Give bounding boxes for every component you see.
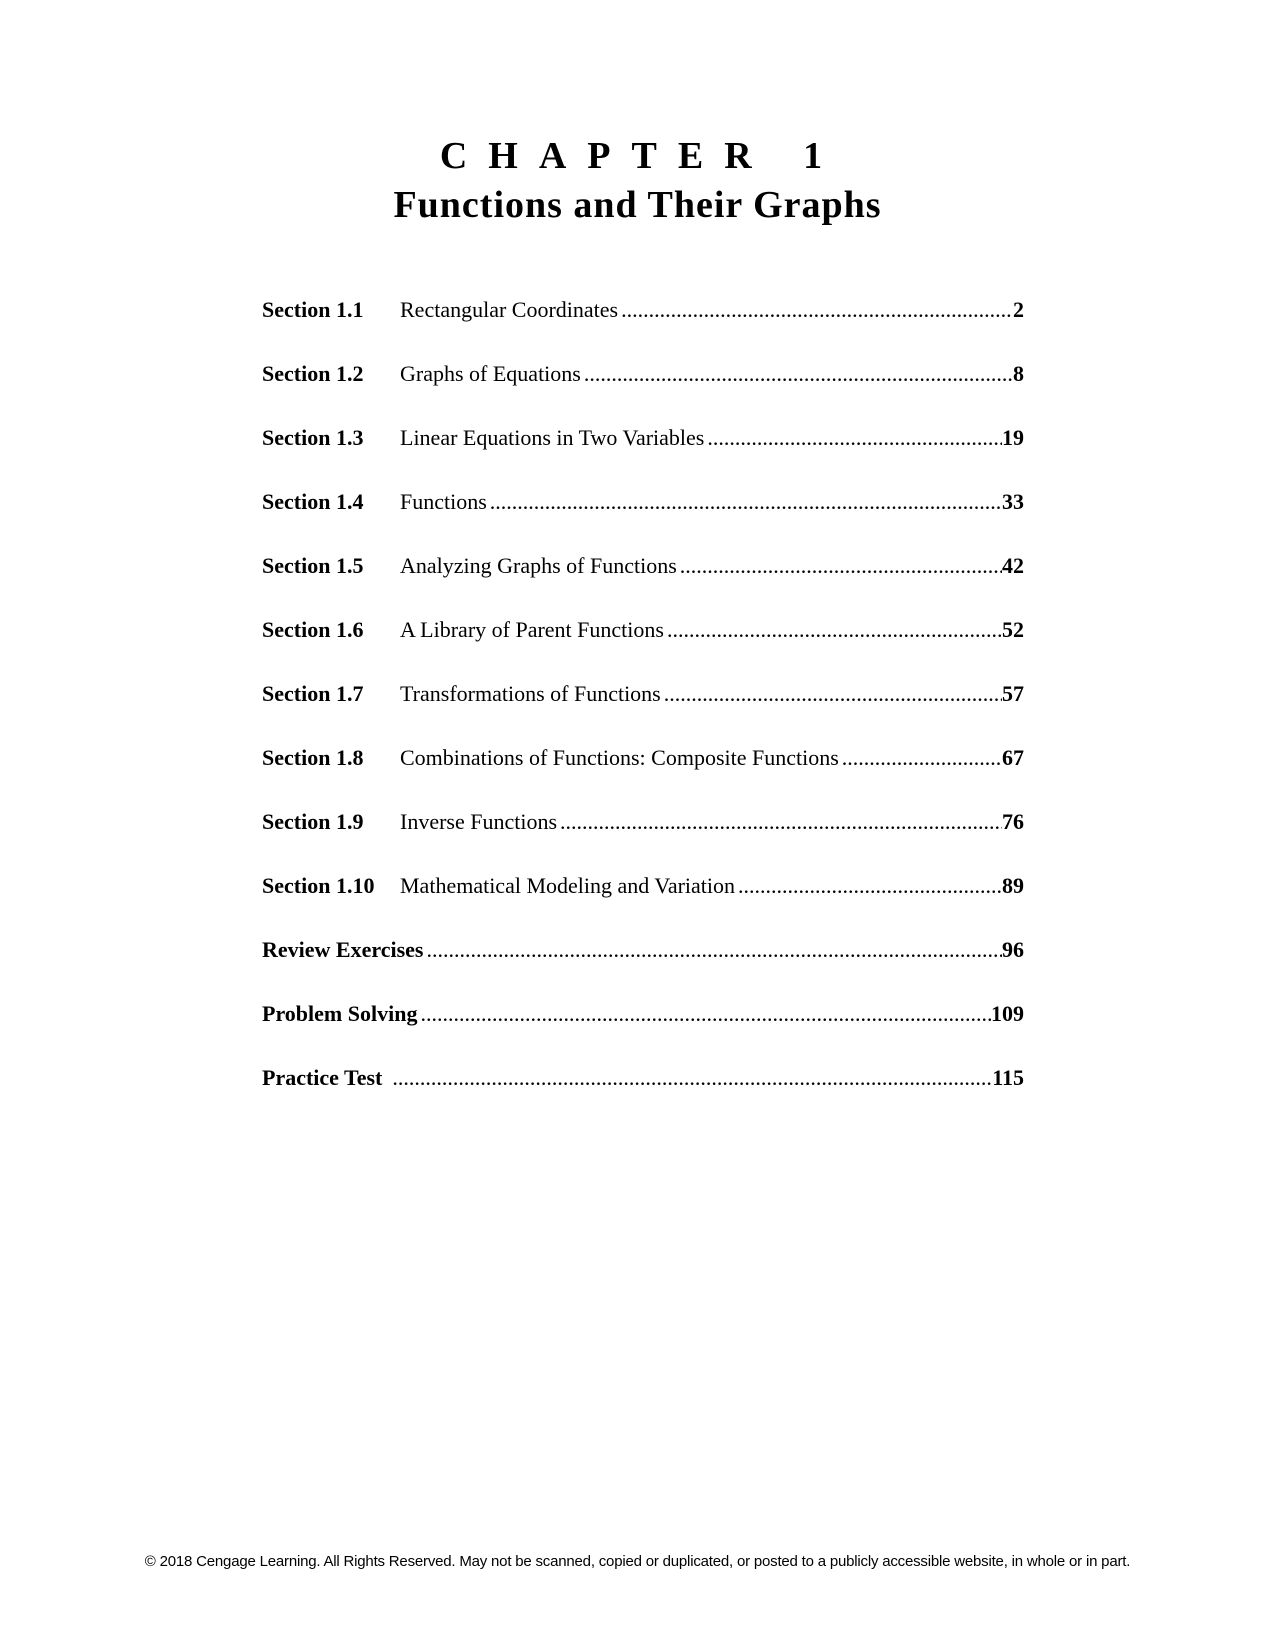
toc-section-title: Combinations of Functions: Composite Functions bbox=[400, 745, 839, 770]
toc-section-title: Functions bbox=[400, 489, 487, 514]
dot-leader bbox=[842, 744, 1002, 772]
toc-section-number: Section 1.6 bbox=[262, 617, 364, 642]
dot-leader bbox=[392, 1064, 992, 1092]
toc-page-number: 76 bbox=[1002, 809, 1024, 834]
toc-entry-1-3[interactable] bbox=[262, 424, 1024, 488]
toc-entry-1-9[interactable] bbox=[262, 808, 1024, 872]
toc-entry-1-6[interactable] bbox=[262, 616, 1024, 680]
toc-page-number: 115 bbox=[992, 1065, 1024, 1090]
toc-review-exercises-title: Review Exercises bbox=[262, 937, 424, 962]
dot-leader bbox=[707, 424, 1002, 452]
chapter-label: CHAPTER 1 bbox=[439, 135, 844, 177]
toc-section-number: Section 1.8 bbox=[262, 745, 364, 770]
dot-leader bbox=[560, 808, 1002, 836]
dot-leader bbox=[680, 552, 1002, 580]
copyright-footer: © 2018 Cengage Learning. All Rights Reserved. May not be scanned, copied or duplicated, or posted to a publicly accessible website, in whole or in part. bbox=[144, 1553, 1131, 1570]
toc-section-title: Linear Equations in Two Variables bbox=[400, 425, 705, 450]
toc-section-title: A Library of Parent Functions bbox=[400, 617, 664, 642]
dot-leader bbox=[664, 680, 1002, 708]
toc-page-number: 89 bbox=[1002, 873, 1024, 898]
toc-entry-1-2[interactable] bbox=[262, 360, 1024, 424]
dot-leader bbox=[738, 872, 1002, 900]
toc-section-title: Analyzing Graphs of Functions bbox=[400, 553, 677, 578]
toc-page-number: 109 bbox=[991, 1001, 1024, 1026]
dot-leader bbox=[584, 360, 1013, 388]
toc-section-number: Section 1.7 bbox=[262, 681, 364, 706]
toc-entry-1-1[interactable] bbox=[262, 296, 1024, 360]
toc-section-number: Section 1.4 bbox=[262, 489, 364, 514]
dot-leader bbox=[621, 296, 1013, 324]
toc-section-title: Graphs of Equations bbox=[400, 361, 581, 386]
toc-page-number: 52 bbox=[1002, 617, 1024, 642]
toc-entry-review-exercises[interactable] bbox=[262, 936, 1024, 1000]
toc-entry-problem-solving[interactable] bbox=[262, 1000, 1024, 1064]
toc-section-title: Transformations of Functions bbox=[400, 681, 661, 706]
toc-section-title: Inverse Functions bbox=[400, 809, 558, 834]
toc-page-number: 33 bbox=[1002, 489, 1024, 514]
toc-section-number: Section 1.3 bbox=[262, 425, 364, 450]
toc-page-number: 8 bbox=[1013, 361, 1024, 386]
toc-page-number: 57 bbox=[1002, 681, 1024, 706]
toc-page-number: 96 bbox=[1002, 937, 1024, 962]
toc-page-number: 2 bbox=[1013, 297, 1024, 322]
chapter-title: Functions and Their Graphs bbox=[393, 184, 882, 226]
toc-entry-1-7[interactable] bbox=[262, 680, 1024, 744]
toc-problem-solving-title: Problem Solving bbox=[262, 1001, 418, 1026]
toc-entry-practice-test[interactable] bbox=[262, 1064, 1024, 1128]
dot-leader bbox=[427, 936, 1003, 964]
toc-section-title: Rectangular Coordinates bbox=[400, 297, 619, 322]
toc-entry-1-5[interactable] bbox=[262, 552, 1024, 616]
dot-leader bbox=[420, 1000, 991, 1028]
toc-page-number: 19 bbox=[1002, 425, 1024, 450]
toc-section-number: Section 1.1 bbox=[262, 297, 364, 322]
dot-leader bbox=[490, 488, 1002, 516]
dot-leader bbox=[667, 616, 1002, 644]
toc-section-number: Section 1.5 bbox=[262, 553, 364, 578]
toc-section-number: Section 1.9 bbox=[262, 809, 364, 834]
toc-entry-1-10[interactable] bbox=[262, 872, 1024, 936]
toc-section-title: Mathematical Modeling and Variation bbox=[400, 873, 736, 898]
toc-section-number: Section 1.10 bbox=[262, 873, 375, 898]
toc-entry-1-4[interactable] bbox=[262, 488, 1024, 552]
toc-practice-test-title: Practice Test bbox=[262, 1065, 383, 1090]
toc-page-number: 67 bbox=[1002, 745, 1024, 770]
toc-entry-1-8[interactable] bbox=[262, 744, 1024, 808]
table-of-contents bbox=[262, 296, 1024, 1128]
toc-page-number: 42 bbox=[1002, 553, 1024, 578]
toc-section-number: Section 1.2 bbox=[262, 361, 364, 386]
